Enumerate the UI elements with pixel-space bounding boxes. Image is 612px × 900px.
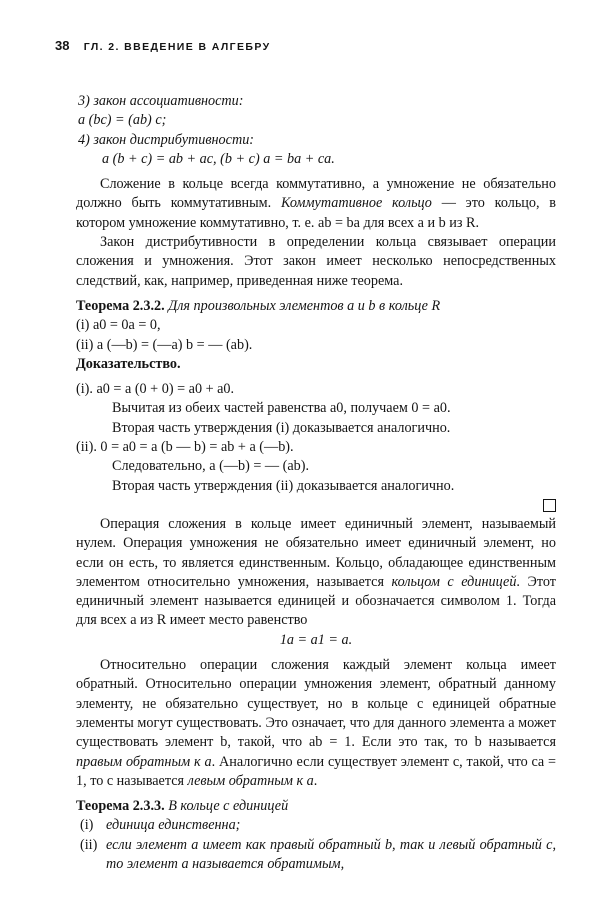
term-commutative-ring: Коммутативное кольцо	[280, 195, 432, 212]
law-distributivity-label: 4) закон дистрибутивности:	[78, 131, 255, 148]
proof-title: Доказательство.	[76, 355, 181, 372]
paragraph-text: .	[313, 772, 318, 789]
theorem-item: (i) a0 = 0a = 0,	[76, 317, 161, 334]
paragraph-unit-element	[76, 515, 556, 631]
law-distributivity-formula: a (b + c) = ab + ac, (b + c) a = ba + ca.	[102, 150, 335, 167]
theorem-statement: В кольце с единицей	[164, 798, 289, 815]
term-left-inverse: левым обратным к a	[187, 772, 314, 789]
theorem-2-3-3	[76, 797, 556, 874]
paragraph-text: . Этот единичный элемент называется единицей и обозначается символом 1. Тогда для всех a из R имеет место равенство	[76, 573, 556, 629]
paragraph-text: Относительно операции сложения каждый элемент кольца имеет обратный. Относительно операции умножения элемент, обратный данному элементу, не обязательно существует, но в кольце с единицей обратные элементы могут существовать. Это означает, что для данного элемента a может существовать элемент b, такой, что ab = 1. Если это так, то b называется	[76, 657, 556, 751]
term-right-inverse: правым обратным к a	[76, 753, 212, 770]
proof-line: Вторая часть утверждения (i) доказывается аналогично.	[112, 419, 451, 436]
paragraph-commutativity	[76, 175, 556, 233]
paragraph-inverses	[76, 656, 556, 791]
paragraph-text: — это кольцо, в котором умножение коммутативно, т. е. ab = ba для всех a и b из R.	[76, 195, 557, 231]
theorem-2-3-2	[76, 297, 556, 515]
theorem-item	[76, 836, 556, 875]
running-header	[55, 36, 555, 57]
proof-line: (ii). 0 = a0 = a (b — b) = ab + a (—b).	[76, 439, 294, 456]
theorem-title: Теорема 2.3.2.	[76, 297, 165, 314]
qed-square-icon	[543, 499, 556, 512]
law-associativity-formula: a (bc) = (ab) c;	[78, 112, 167, 129]
proof-line: Вычитая из обеих частей равенства a0, получаем 0 = a0.	[112, 400, 451, 417]
page-body	[76, 92, 556, 874]
paragraph-text: Сложение в кольце всегда коммутативно, а умножение не обязательно должно быть коммутативным.	[76, 176, 556, 212]
theorem-item: (ii) a (—b) = (—a) b = — (ab).	[76, 336, 253, 353]
item-label: (ii)	[80, 836, 98, 853]
paragraph-text: Операция сложения в кольце имеет единичный элемент, называемый нулем. Операция умножения не обязательно имеет единичный элемент, но если он есть, то является единственным. Кольцо, обладающее единственным элементом относительно умножения, называется	[76, 515, 556, 590]
page-number: 38	[55, 38, 70, 53]
formula-unit: 1a = a1 = a.	[279, 631, 353, 648]
proof-line: Следовательно, a (—b) = — (ab).	[112, 458, 310, 475]
law-associativity-label: 3) закон ассоциативности:	[78, 93, 244, 109]
item-text: единица единственна;	[106, 817, 241, 834]
item-text: если элемент a имеет как правый обратный b, так и левый обратный c, то элемент a называется обратимым,	[106, 836, 556, 872]
proof-line: (i). a0 = a (0 + 0) = a0 + a0.	[76, 381, 235, 398]
theorem-statement: Для произвольных элементов a и b в кольце R	[164, 297, 441, 314]
running-title: ГЛ. 2. ВВЕДЕНИЕ В АЛГЕБРУ	[83, 41, 271, 53]
proof-line: Вторая часть утверждения (ii) доказывается аналогично.	[112, 477, 455, 494]
item-label: (i)	[80, 817, 94, 834]
paragraph-text: . Аналогично если существует элемент c, такой, что ca = 1, то c называется	[76, 753, 557, 789]
theorem-title: Теорема 2.3.3.	[76, 798, 165, 815]
theorem-item	[76, 816, 556, 835]
paragraph-distributivity: Закон дистрибутивности в определении кольца связывает операции сложения и умножения. Этот закон имеет несколько непосредственных следствий, как, например, приведенная ниже теорема.	[76, 234, 556, 289]
term-ring-with-unity: кольцом с единицей	[391, 573, 517, 590]
